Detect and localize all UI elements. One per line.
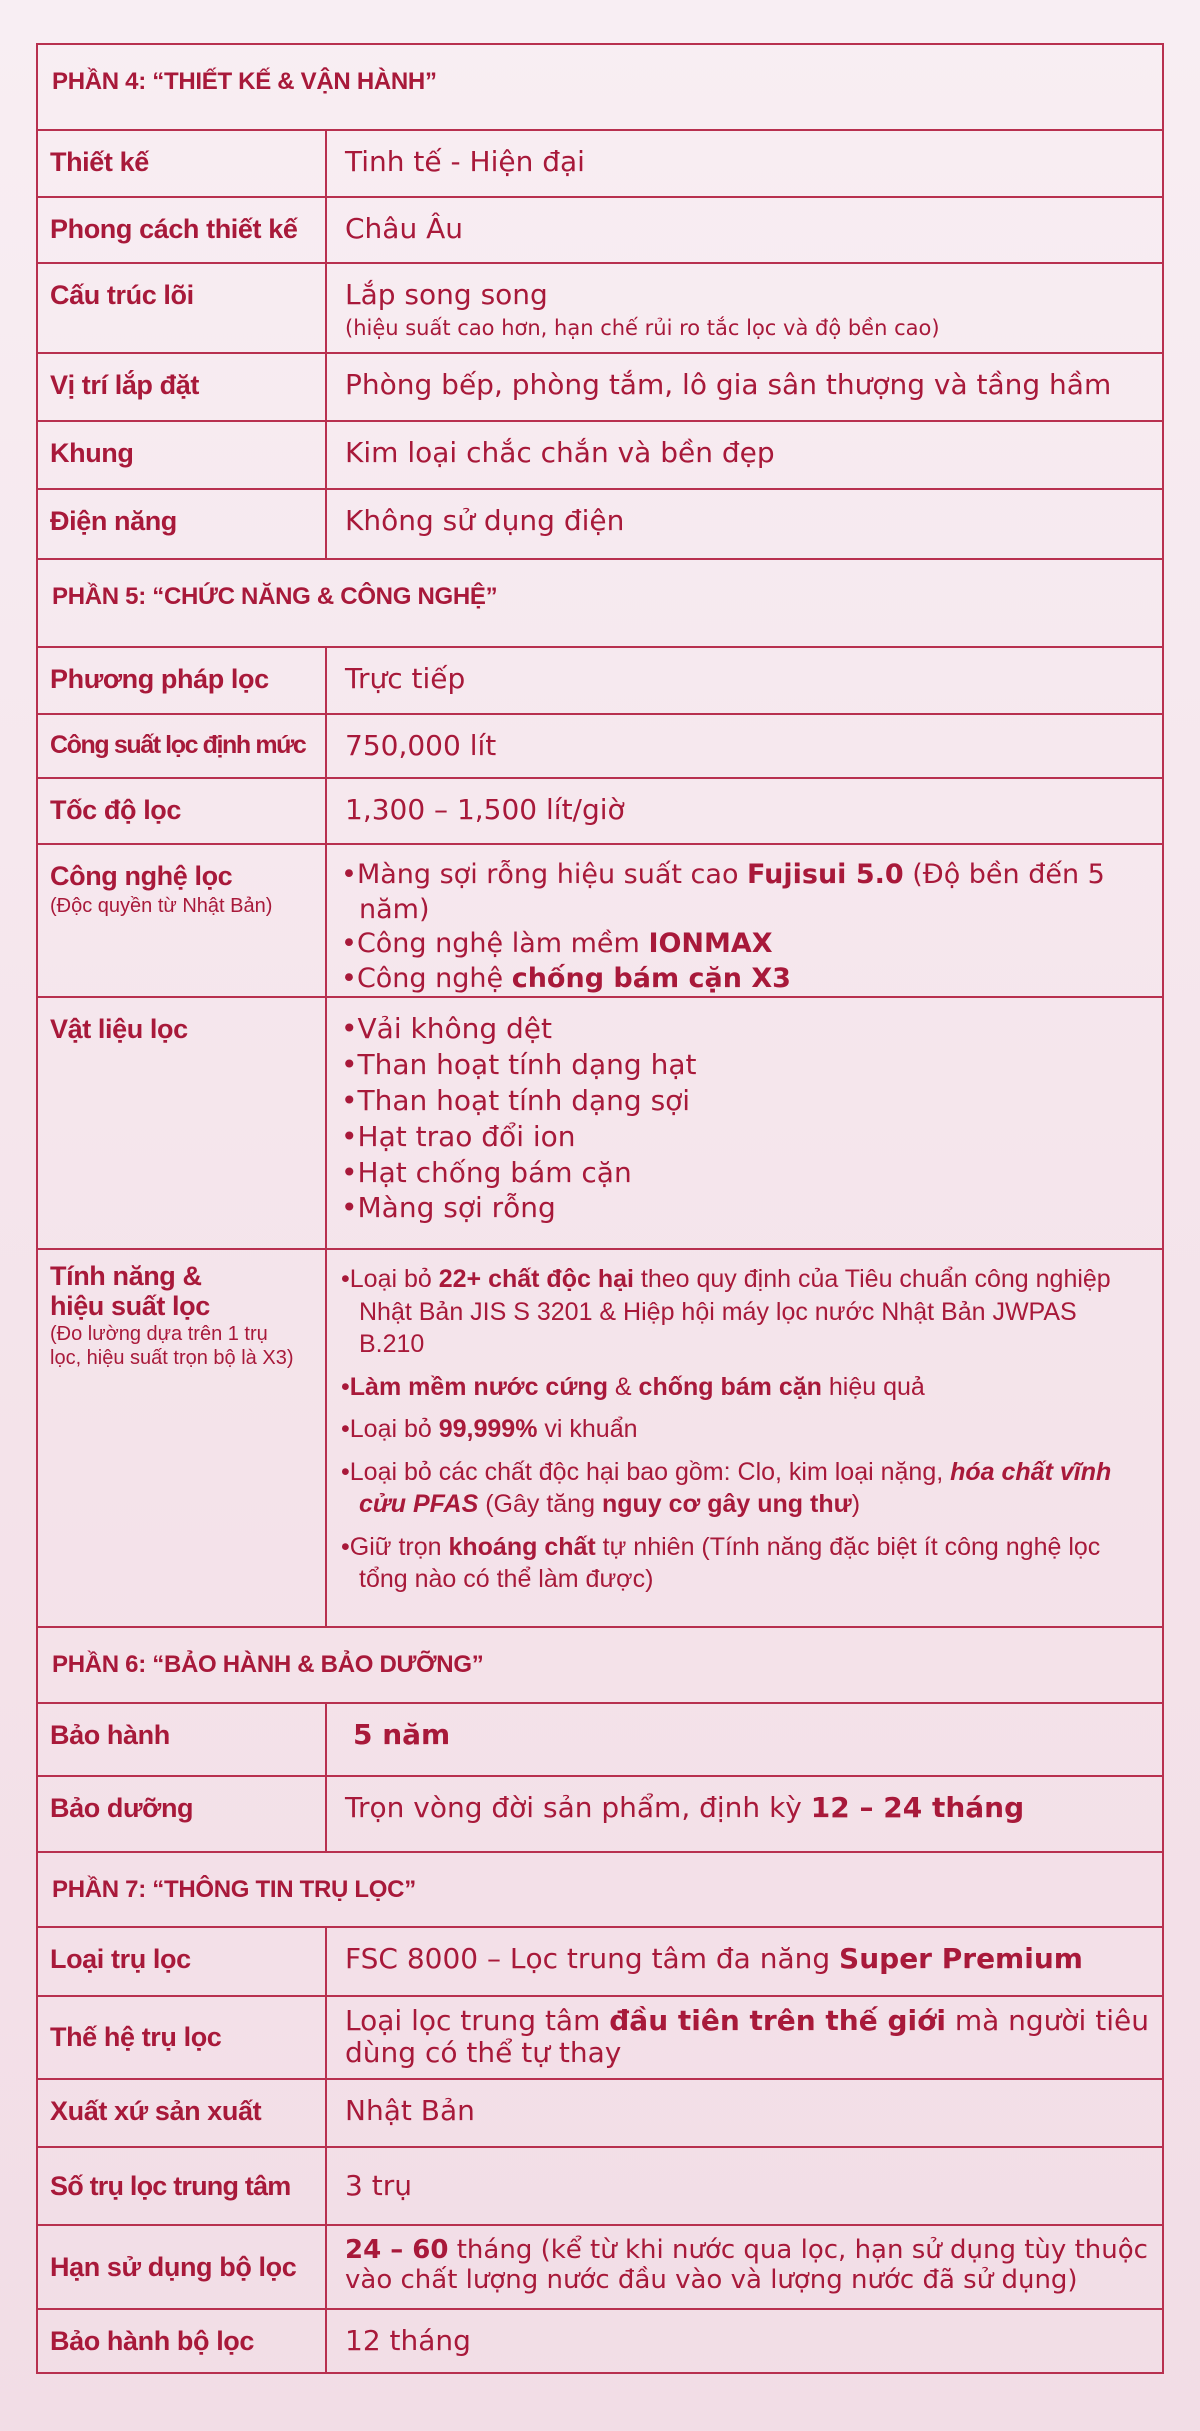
tech-label: Công nghệ lọc bbox=[50, 861, 233, 891]
spec-value bbox=[326, 844, 1163, 997]
spec-value: 750,000 lít bbox=[326, 714, 1163, 778]
spec-value: Không sử dụng điện bbox=[326, 489, 1163, 559]
features-label-1: Tính năng & bbox=[50, 1261, 202, 1292]
tech-item: • Công nghệ chống bám cặn X3 bbox=[341, 962, 1152, 997]
material-item: • Màng sợi rỗng bbox=[341, 1190, 1152, 1226]
spec-row-filter-warranty bbox=[37, 2309, 1163, 2373]
spec-label: Bảo hành bộ lọc bbox=[37, 2309, 326, 2373]
spec-label: Xuất xứ sản xuất bbox=[37, 2079, 326, 2147]
spec-label: Thiết kế bbox=[37, 130, 326, 197]
spec-label: Phương pháp lọc bbox=[37, 647, 326, 714]
core-note: (hiệu suất cao hơn, hạn chế rủi ro tắc lọc và độ bền cao) bbox=[345, 315, 940, 340]
spec-value: 12 tháng bbox=[326, 2309, 1163, 2373]
spec-row-generation bbox=[37, 1996, 1163, 2079]
spec-row-style bbox=[37, 197, 1163, 263]
spec-value: Phòng bếp, phòng tắm, lô gia sân thượng và tầng hầm bbox=[326, 353, 1163, 421]
spec-value: Kim loại chắc chắn và bền đẹp bbox=[326, 421, 1163, 489]
spec-label: Bảo hành bbox=[37, 1703, 326, 1776]
spec-value: Tinh tế - Hiện đại bbox=[326, 130, 1163, 197]
spec-table bbox=[36, 43, 1164, 2374]
spec-label: Loại trụ lọc bbox=[37, 1927, 326, 1996]
spec-value: 1,300 – 1,500 lít/giờ bbox=[326, 778, 1163, 844]
spec-value: FSC 8000 – Lọc trung tâm đa năng Super Premium bbox=[326, 1927, 1163, 1996]
spec-row-type bbox=[37, 1927, 1163, 1996]
spec-row-maintenance bbox=[37, 1776, 1163, 1852]
section-title: PHẦN 7: “THÔNG TIN TRỤ LỌC” bbox=[37, 1852, 1163, 1927]
spec-label: Thế hệ trụ lọc bbox=[37, 1996, 326, 2079]
spec-row-location bbox=[37, 353, 1163, 421]
spec-row-count bbox=[37, 2147, 1163, 2225]
spec-sheet bbox=[36, 43, 1162, 2374]
spec-label: Khung bbox=[37, 421, 326, 489]
spec-value: 5 năm bbox=[326, 1703, 1163, 1776]
material-item: • Than hoạt tính dạng sợi bbox=[341, 1083, 1152, 1119]
spec-value: Châu Âu bbox=[326, 197, 1163, 263]
section-header-7 bbox=[37, 1852, 1163, 1927]
spec-label: Vật liệu lọc bbox=[37, 997, 326, 1249]
spec-value bbox=[326, 263, 1163, 353]
tech-item: • Màng sợi rỗng hiệu suất cao Fujisui 5.0 (Độ bền đến 5 năm) bbox=[341, 858, 1152, 927]
spec-value bbox=[326, 997, 1163, 1249]
feature-item: • Làm mềm nước cứng & chống bám cặn hiệu quả bbox=[341, 1371, 1122, 1404]
spec-label: Hạn sử dụng bộ lọc bbox=[37, 2225, 326, 2309]
spec-value: Trực tiếp bbox=[326, 647, 1163, 714]
section-title: PHẦN 4: “THIẾT KẾ & VẬN HÀNH” bbox=[37, 44, 1163, 130]
tech-sublabel: (Độc quyền từ Nhật Bản) bbox=[50, 894, 273, 917]
spec-label: Số trụ lọc trung tâm bbox=[37, 2147, 326, 2225]
spec-row-design bbox=[37, 130, 1163, 197]
spec-row-origin bbox=[37, 2079, 1163, 2147]
spec-label: Điện năng bbox=[37, 489, 326, 559]
section-title: PHẦN 6: “BẢO HÀNH & BẢO DƯỠNG” bbox=[37, 1627, 1163, 1703]
section-header-5 bbox=[37, 559, 1163, 647]
feature-item: • Giữ trọn khoáng chất tự nhiên (Tính năng đặc biệt ít công nghệ lọc tổng nào có thể làm được) bbox=[341, 1531, 1122, 1596]
spec-row-core bbox=[37, 263, 1163, 353]
spec-value: 3 trụ bbox=[326, 2147, 1163, 2225]
feature-item: • Loại bỏ 99,999% vi khuẩn bbox=[341, 1413, 1122, 1446]
feature-item: • Loại bỏ 22+ chất độc hại theo quy định của Tiêu chuẩn công nghiệp Nhật Bản JIS S 3201 & Hiệp hội máy lọc nước Nhật Bản JWPAS B.210 bbox=[341, 1263, 1122, 1361]
spec-value: 24 – 60 tháng (kể từ khi nước qua lọc, hạn sử dụng tùy thuộc vào chất lượng nước đầu vào và lượng nước đã sử dụng) bbox=[326, 2225, 1163, 2309]
spec-row-frame bbox=[37, 421, 1163, 489]
spec-row-capacity bbox=[37, 714, 1163, 778]
features-sublabel: (Đo lường dựa trên 1 trụ lọc, hiệu suất trọn bộ là X3) bbox=[50, 1322, 294, 1369]
spec-row-warranty bbox=[37, 1703, 1163, 1776]
spec-value: Trọn vòng đời sản phẩm, định kỳ 12 – 24 tháng bbox=[326, 1776, 1163, 1852]
spec-value bbox=[326, 1249, 1163, 1627]
spec-row-material bbox=[37, 997, 1163, 1249]
spec-value: Nhật Bản bbox=[326, 2079, 1163, 2147]
spec-label: Bảo dưỡng bbox=[37, 1776, 326, 1852]
section-header-4 bbox=[37, 44, 1163, 130]
spec-value: Loại lọc trung tâm đầu tiên trên thế giới mà người tiêu dùng có thể tự thay bbox=[326, 1996, 1163, 2079]
spec-label: Vị trí lắp đặt bbox=[37, 353, 326, 421]
material-item: • Than hoạt tính dạng hạt bbox=[341, 1047, 1152, 1083]
spec-label bbox=[37, 844, 326, 997]
section-header-6 bbox=[37, 1627, 1163, 1703]
spec-row-speed bbox=[37, 778, 1163, 844]
spec-label: Công suất lọc định mức bbox=[37, 714, 326, 778]
tech-item: • Công nghệ làm mềm IONMAX bbox=[341, 927, 1152, 962]
spec-label bbox=[37, 1249, 326, 1627]
material-item: • Hạt chống bám cặn bbox=[341, 1155, 1152, 1191]
core-value: Lắp song song bbox=[345, 278, 548, 311]
features-label-2: hiệu suất lọc bbox=[50, 1290, 210, 1321]
spec-row-features bbox=[37, 1249, 1163, 1627]
spec-label: Cấu trúc lõi bbox=[37, 263, 326, 353]
material-item: • Vải không dệt bbox=[341, 1011, 1152, 1047]
spec-row-method bbox=[37, 647, 1163, 714]
spec-label: Phong cách thiết kế bbox=[37, 197, 326, 263]
section-title: PHẦN 5: “CHỨC NĂNG & CÔNG NGHỆ” bbox=[37, 559, 1163, 647]
spec-row-lifetime bbox=[37, 2225, 1163, 2309]
spec-row-power bbox=[37, 489, 1163, 559]
spec-row-tech bbox=[37, 844, 1163, 997]
spec-label: Tốc độ lọc bbox=[37, 778, 326, 844]
material-item: • Hạt trao đổi ion bbox=[341, 1119, 1152, 1155]
feature-item: • Loại bỏ các chất độc hại bao gồm: Clo, kim loại nặng, hóa chất vĩnh cửu PFAS (Gây tăng nguy cơ gây ung thư) bbox=[341, 1456, 1122, 1521]
